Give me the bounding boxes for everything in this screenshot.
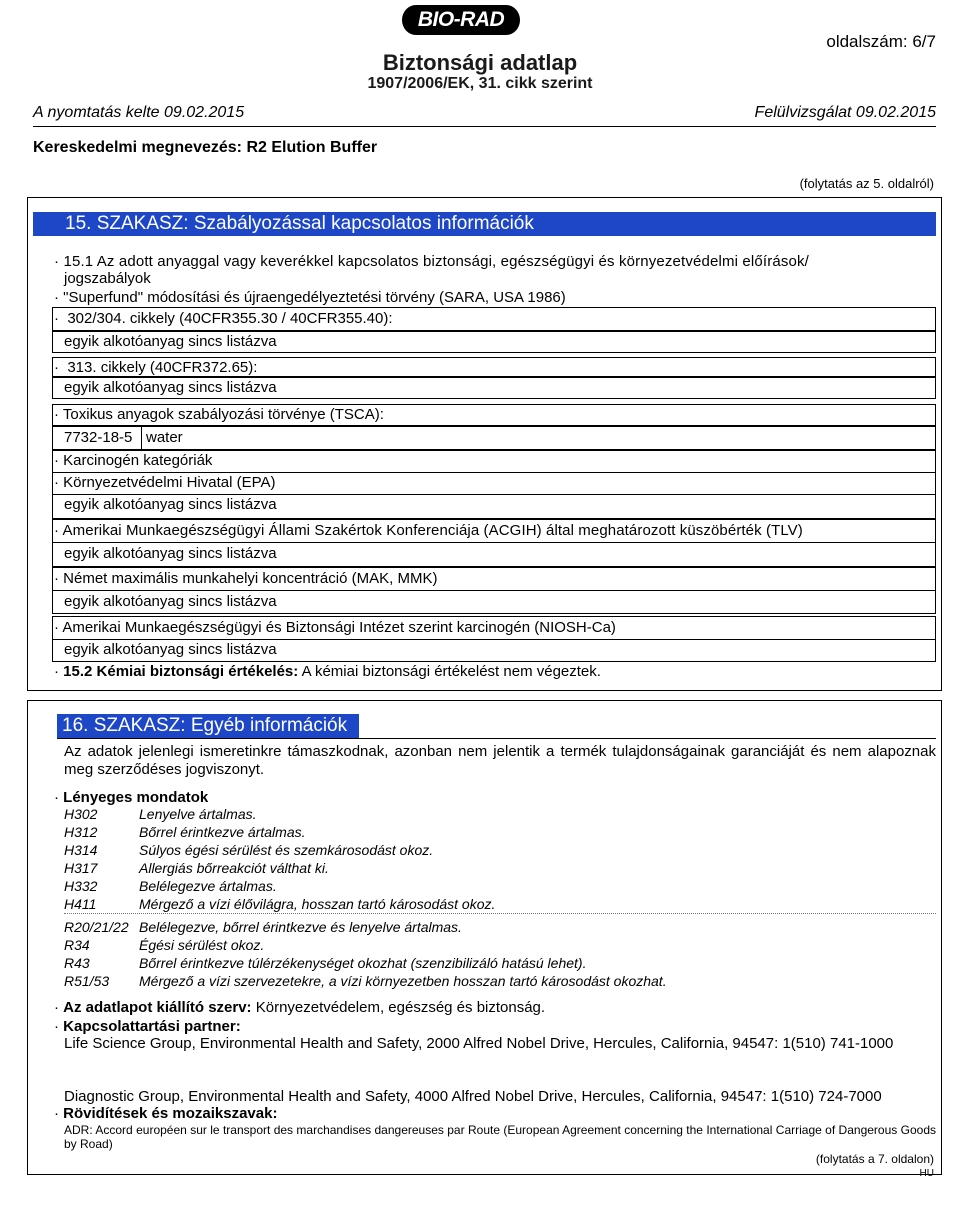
h-phrase-code: H314 (64, 842, 98, 858)
niosh-title-row: · Amerikai Munkaegészségügyi és Biztonsági Intézet szerint karcinogén (NIOSH-Ca) (54, 619, 616, 636)
r-phrase-code: R43 (64, 955, 90, 971)
carcinogen-divider (52, 472, 936, 473)
bio-rad-logo (402, 5, 520, 35)
section-16-header: 16. SZAKASZ: Egyéb információk (57, 714, 359, 738)
contact-row: · Kapcsolattartási partner: (54, 1018, 241, 1035)
s313-title: 313. cikkely (40CFR372.65): (67, 359, 258, 376)
product-name: Kereskedelmi megnevezés: R2 Elution Buffer (33, 139, 378, 156)
review-date: Felülvizsgálat 09.02.2015 (754, 104, 936, 121)
tsca-table-row (52, 426, 936, 450)
h-phrase-row (64, 806, 495, 824)
h-phrase-text: Allergiás bőrreakciót válthat ki. (139, 860, 329, 876)
phrases-title-row: · Lényeges mondatok (54, 789, 209, 806)
h-phrase-text: Mérgező a vízi élővilágra, hosszan tartó károsodást okoz. (139, 896, 496, 912)
csa-text: A kémiai biztonsági értékelést nem végeztek. (301, 663, 601, 680)
section-15-1-intro: · 15.1 Az adott anyaggal vagy keverékkel kapcsolatos biztonsági, egészségügyi és környezetvédelmi előírások/ (54, 253, 809, 270)
r-phrase-list (64, 919, 667, 991)
section-15-header: 15. SZAKASZ: Szabályozással kapcsolatos információk (33, 212, 936, 236)
epa-divider (52, 494, 936, 495)
abbrev-row: · Rövidítések és mozaikszavak: (54, 1105, 278, 1122)
r-phrase-row (64, 937, 667, 955)
intro-line-2: jogszabályok (64, 270, 151, 287)
r-phrase-row (64, 973, 667, 991)
h-phrase-code: H302 (64, 806, 98, 822)
mak-divider (52, 590, 936, 591)
acgih-value: egyik alkotóanyag sincs listázva (64, 545, 277, 562)
acgih-divider (52, 542, 936, 543)
issuer-label: Az adatlapot kiállító szerv: (63, 999, 252, 1016)
continued-from: (folytatás az 5. oldalról) (799, 176, 934, 191)
superfund-text: "Superfund" módosítási és újraengedélyeztetési törvény (SARA, USA 1986) (63, 289, 566, 306)
niosh-title: Amerikai Munkaegészségügyi és Biztonsági Intézet szerint karcinogén (NIOSH-Ca) (62, 619, 616, 636)
r-phrase-text: Bőrrel érintkezve túlérzékenységet okozhat (szenzibilizáló hatású lehet). (139, 955, 587, 971)
adr-text: ADR: Accord européen sur le transport des marchandises dangereuses par Route (European Agreement concerning the International Carriage of Dangerous Goods by Road) (64, 1123, 936, 1151)
language-code: HU (919, 1168, 934, 1179)
h-phrase-text: Lenyelve ártalmas. (139, 806, 257, 822)
issuer-text: Környezetvédelem, egészség és biztonság. (255, 999, 546, 1016)
phrase-separator (64, 913, 936, 914)
s302-title: 302/304. cikkely (40CFR355.30 / 40CFR355.40): (67, 310, 393, 327)
h-phrase-code: H332 (64, 878, 98, 894)
h-phrase-row (64, 860, 495, 878)
niosh-value: egyik alkotóanyag sincs listázva (64, 641, 277, 658)
r-phrase-text: Belélegezve, bőrrel érintkezve és lenyelve ártalmas. (139, 919, 462, 935)
epa-value: egyik alkotóanyag sincs listázva (64, 496, 277, 513)
s302-title-row: · 302/304. cikkely (40CFR355.30 / 40CFR355.40): (54, 310, 393, 327)
print-date: A nyomtatás kelte 09.02.2015 (33, 104, 245, 121)
mak-title-row: · Német maximális munkahelyi koncentráció (MAK, MMK) (54, 570, 438, 587)
r-phrase-text: Mérgező a vízi szervezetekre, a vízi környezetben hosszan tartó károsodást okozhat. (139, 973, 667, 989)
carcinogen-title-row: · Karcinogén kategóriák (54, 452, 213, 469)
r-phrase-text: Égési sérülést okoz. (139, 937, 265, 953)
r-phrase-row (64, 955, 667, 973)
acgih-title-row: · Amerikai Munkaegészségügyi Állami Szakértok Konferenciája (ACGIH) által meghatározott küszöbérték (TLV) (54, 522, 803, 539)
tsca-substance-name: water (146, 429, 183, 446)
section-16-underline (57, 738, 936, 739)
s302-value: egyik alkotóanyag sincs listázva (64, 333, 277, 350)
r-phrase-row (64, 919, 667, 937)
h-phrase-row (64, 878, 495, 896)
s313-title-row: · 313. cikkely (40CFR372.65): (54, 359, 258, 376)
carcinogen-title: Karcinogén kategóriák (63, 452, 213, 469)
niosh-divider (52, 639, 936, 640)
tsca-title-row: · Toxikus anyagok szabályozási törvénye (TSCA): (54, 406, 384, 423)
tsca-cas-number: 7732-18-5 (64, 429, 133, 446)
tsca-cell-divider (141, 426, 142, 450)
disclaimer: Az adatok jelenlegi ismeretinkre támaszkodnak, azonban nem jelentik a termék tulajdonságainak garanciáját és nem alapoznak meg szerződéses jogviszonyt. (64, 743, 936, 778)
h-phrase-row (64, 824, 495, 842)
phrases-title: Lényeges mondatok (63, 789, 209, 806)
superfund-line: · "Superfund" módosítási és újraengedélyeztetési törvény (SARA, USA 1986) (54, 289, 566, 306)
continued-to: (folytatás a 7. oldalon) (815, 1152, 934, 1166)
csa-label: 15.2 Kémiai biztonsági értékelés: (63, 663, 299, 680)
h-phrase-text: Belélegezve ártalmas. (139, 878, 277, 894)
h-phrase-code: H317 (64, 860, 98, 876)
h-phrase-row (64, 896, 495, 914)
contact-label: Kapcsolattartási partner: (63, 1018, 241, 1035)
header-divider (33, 126, 936, 127)
h-phrase-row (64, 842, 495, 860)
csa-row: · 15.2 Kémiai biztonsági értékelés: A kémiai biztonsági értékelést nem végeztek. (54, 663, 601, 680)
epa-title-row: · Környezetvédelmi Hivatal (EPA) (54, 474, 276, 491)
h-phrase-text: Súlyos égési sérülést és szemkárosodást okoz. (139, 842, 434, 858)
intro-line-1: 15.1 Az adott anyaggal vagy keverékkel kapcsolatos biztonsági, egészségügyi és környezetvédelmi előírások/ (63, 253, 809, 270)
epa-title: Környezetvédelmi Hivatal (EPA) (63, 474, 276, 491)
logo-text: BIO-RAD (417, 8, 505, 31)
contact-line-2: Diagnostic Group, Environmental Health and Safety, 4000 Alfred Nobel Drive, Hercules, California, 94547: 1(510) 724-7000 (64, 1088, 882, 1105)
mak-value: egyik alkotóanyag sincs listázva (64, 593, 277, 610)
document-title: Biztonsági adatlap (382, 50, 578, 75)
mak-title: Német maximális munkahelyi koncentráció (MAK, MMK) (63, 570, 438, 587)
regulation-reference: 1907/2006/EK, 31. cikk szerint (367, 75, 593, 92)
r-phrase-code: R51/53 (64, 973, 110, 989)
abbrev-label: Rövidítések és mozaikszavak: (63, 1105, 278, 1122)
h-phrase-code: H411 (64, 896, 97, 912)
issuer-row: · Az adatlapot kiállító szerv: Környezetvédelem, egészség és biztonság. (54, 999, 546, 1016)
h-phrase-code: H312 (64, 824, 98, 840)
r-phrase-code: R34 (64, 937, 90, 953)
acgih-title: Amerikai Munkaegészségügyi Állami Szakértok Konferenciája (ACGIH) által meghatározott küszöbérték (TLV) (62, 522, 803, 539)
contact-line-1: Life Science Group, Environmental Health and Safety, 2000 Alfred Nobel Drive, Hercules, California, 94547: 1(510) 741-1000 (64, 1035, 894, 1052)
h-phrase-text: Bőrrel érintkezve ártalmas. (139, 824, 306, 840)
h-phrase-list (64, 806, 495, 914)
r-phrase-code: R20/21/22 (64, 919, 129, 935)
s313-value: egyik alkotóanyag sincs listázva (64, 379, 277, 396)
page-number: oldalszám: 6/7 (826, 32, 936, 51)
tsca-title: Toxikus anyagok szabályozási törvénye (TSCA): (62, 406, 384, 423)
